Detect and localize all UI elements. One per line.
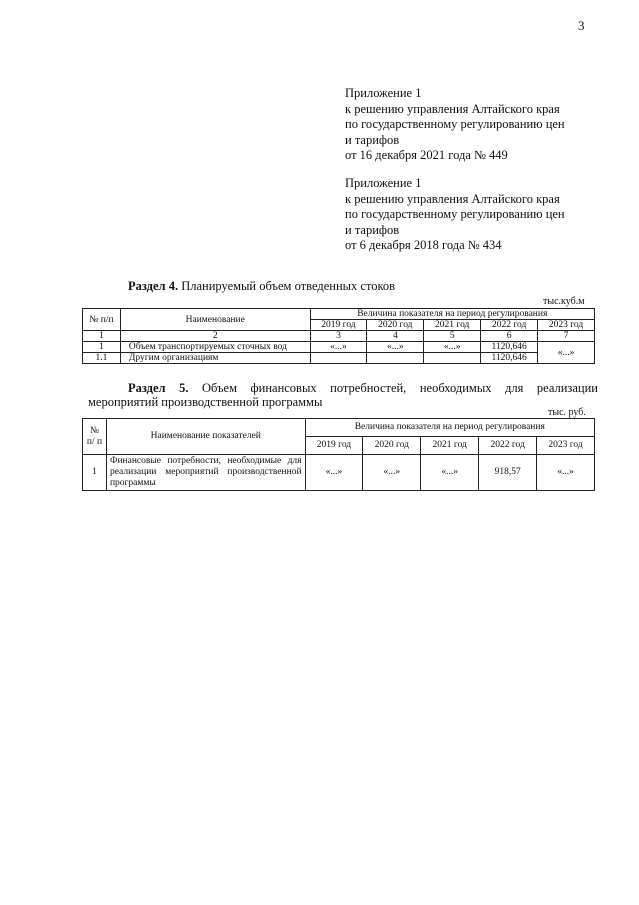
table-header-row <box>83 309 595 320</box>
annex-line: и тарифов <box>345 222 400 237</box>
section4-heading <box>128 279 395 294</box>
row-value: «...» <box>305 455 363 491</box>
annex-line: по государственному регулированию цен <box>345 117 565 131</box>
index-cell: 6 <box>481 331 538 342</box>
header-year: 2019 год <box>305 437 363 455</box>
section5-label: Раздел 5. <box>128 381 189 395</box>
page-number: 3 <box>578 18 585 33</box>
header-num: № п/п <box>83 309 121 331</box>
section5-table <box>82 418 595 491</box>
annex-line: от 6 декабря 2018 года № 434 <box>345 238 502 252</box>
row-num: 1 <box>83 455 107 491</box>
header-year: 2022 год <box>479 437 537 455</box>
row-value <box>424 353 481 364</box>
section4-label: Раздел 4. <box>128 279 179 293</box>
section5-title-line2: мероприятий производственной программы <box>88 395 323 409</box>
annex-line: к решению управления Алтайского края <box>345 191 560 206</box>
section5-heading <box>88 381 598 409</box>
index-cell: 7 <box>538 331 595 342</box>
annex-note-original <box>345 176 615 254</box>
annex-note-current <box>345 86 615 164</box>
row-value: «...» <box>310 342 367 353</box>
row-value: «...» <box>421 455 479 491</box>
row-value: «...» <box>537 455 595 491</box>
row-num: 1.1 <box>83 353 121 364</box>
annex-line: от 16 декабря 2021 года № 449 <box>345 148 508 162</box>
header-year: 2020 год <box>363 437 421 455</box>
row-value <box>367 353 424 364</box>
row-value: «...» <box>424 342 481 353</box>
header-year: 2019 год <box>310 320 367 331</box>
header-year: 2022 год <box>481 320 538 331</box>
section4-title: Планируемый объем отведенных стоков <box>181 279 396 293</box>
section5-unit: тыс. руб. <box>548 407 586 418</box>
row-value: 1120,646 <box>481 342 538 353</box>
index-cell: 3 <box>310 331 367 342</box>
header-period: Величина показателя на период регулирования <box>305 419 594 437</box>
header-year: 2021 год <box>424 320 481 331</box>
row-name: Финансовые потребности, необходимые для реализации мероприятий производственной программы <box>106 455 305 491</box>
table-header-row <box>83 419 595 437</box>
index-cell: 1 <box>83 331 121 342</box>
annex-line: к решению управления Алтайского края <box>345 101 560 116</box>
row-value: 918,57 <box>479 455 537 491</box>
header-name: Наименование <box>120 309 310 331</box>
annex-line: по государственному регулированию цен <box>345 207 565 221</box>
header-year: 2023 год <box>537 437 595 455</box>
header-period: Величина показателя на период регулирования <box>310 309 594 320</box>
annex-line: и тарифов <box>345 132 400 147</box>
header-name: Наименование показателей <box>106 419 305 455</box>
annex-line: Приложение 1 <box>345 86 422 100</box>
section4-unit: тыс.куб.м <box>543 296 585 307</box>
annex-line: Приложение 1 <box>345 176 422 190</box>
header-year: 2021 год <box>421 437 479 455</box>
row-value <box>310 353 367 364</box>
table-row <box>83 342 595 353</box>
row-name: Объем транспортируемых сточных вод <box>120 342 310 353</box>
index-cell: 4 <box>367 331 424 342</box>
row-value: 1120,646 <box>481 353 538 364</box>
table-index-row <box>83 331 595 342</box>
table-row <box>83 455 595 491</box>
row-num: 1 <box>83 342 121 353</box>
row-name: Другим организациям <box>120 353 310 364</box>
row-value: «...» <box>367 342 424 353</box>
header-year: 2023 год <box>538 320 595 331</box>
section4-table <box>82 308 595 364</box>
section5-title-line1: Объем финансовых потребностей, необходимых для реализации <box>202 381 598 395</box>
table-row <box>83 353 595 364</box>
row-value: «...» <box>538 342 595 364</box>
header-year: 2020 год <box>367 320 424 331</box>
index-cell: 5 <box>424 331 481 342</box>
row-value: «...» <box>363 455 421 491</box>
index-cell: 2 <box>120 331 310 342</box>
header-num: № п/ п <box>83 419 107 455</box>
